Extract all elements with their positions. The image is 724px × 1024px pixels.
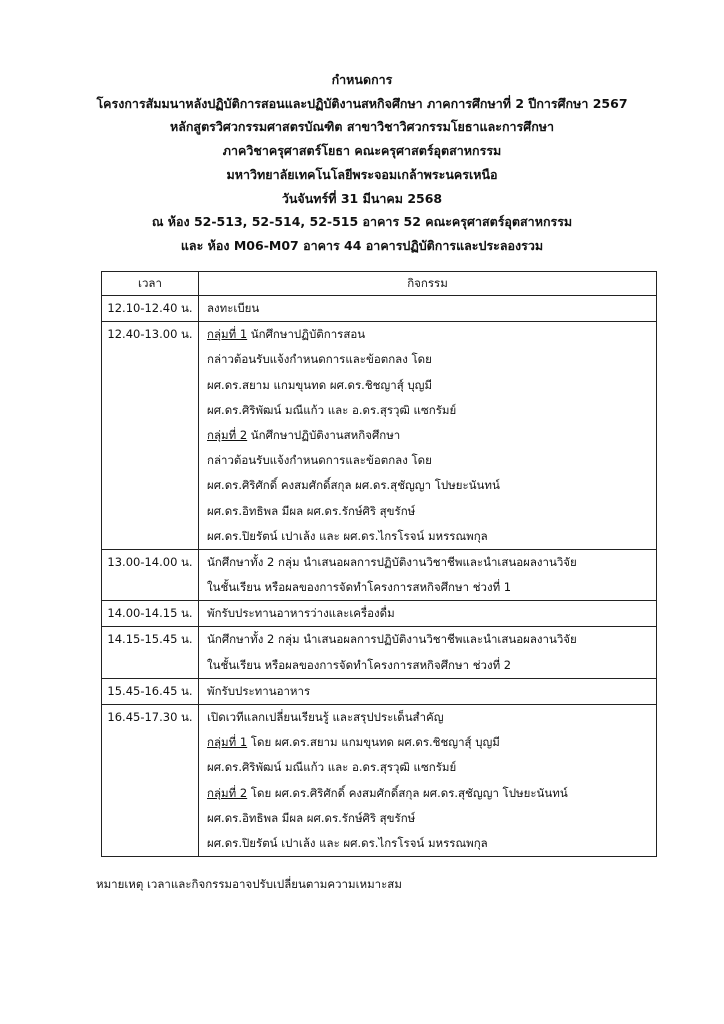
table-row	[102, 601, 657, 627]
group-description: โดย ผศ.ดร.ศิริศักดิ์ คงสมศักดิ์สกุล ผศ.ดร.สุชัญญา โปษยะนันทน์	[247, 785, 568, 800]
time-text: 14.00-14.15 น.	[107, 606, 193, 621]
time-cell	[102, 549, 199, 600]
time-text: 12.40-13.00 น.	[107, 327, 193, 342]
activity-line: พักรับประทานอาหาร	[207, 683, 311, 698]
activity-cell	[199, 627, 657, 678]
column-header-time: เวลา	[102, 272, 199, 296]
activity-line: นักศึกษาทั้ง 2 กลุ่ม นำเสนอผลการปฏิบัติงานวิชาชีพและนำเสนอผลงานวิจัย	[207, 632, 577, 647]
time-text: 14.15-15.45 น.	[107, 632, 193, 647]
activity-line: ผศ.ดร.ศิริศักดิ์ คงสมศักดิ์สกุล ผศ.ดร.สุชัญญา โปษยะนันทน์	[207, 478, 500, 493]
table-row	[102, 296, 657, 322]
group-label: กลุ่มที่ 2	[207, 427, 248, 442]
group-label: กลุ่มที่ 1	[207, 735, 248, 750]
document-header	[40, 68, 684, 258]
activity-line: ผศ.ดร.สยาม แกมขุนทด ผศ.ดร.ชิชญาสุ์ บุญมี	[207, 377, 433, 392]
group-label: กลุ่มที่ 2	[207, 785, 248, 800]
time-cell	[102, 705, 199, 857]
activity-cell	[199, 678, 657, 704]
table-row	[102, 678, 657, 704]
header-program: หลักสูตรวิศวกรรมศาสตรบัณฑิต สาขาวิชาวิศวกรรมโยธาและการศึกษา	[169, 119, 555, 135]
header-venue-1: ณ ห้อง 52-513, 52-514, 52-515 อาคาร 52 คณะครุศาสตร์อุตสาหกรรม	[151, 214, 573, 230]
group-heading	[207, 322, 656, 347]
activity-cell	[199, 705, 657, 857]
activity-cell	[199, 322, 657, 550]
header-project: โครงการสัมมนาหลังปฏิบัติการสอนและปฏิบัติงานสหกิจศึกษา ภาคการศึกษาที่ 2 ปีการศึกษา 2567	[96, 95, 628, 111]
footnote: หมายเหตุ เวลาและกิจกรรมอาจปรับเปลี่ยนตามความเหมาะสม	[96, 877, 402, 891]
header-title: กำหนดการ	[331, 72, 393, 87]
group-heading	[207, 423, 656, 448]
time-text: 16.45-17.30 น.	[107, 710, 193, 724]
activity-line: ผศ.ดร.อิทธิพล มีผล ผศ.ดร.รักษ์ศิริ สุขรักษ์	[207, 810, 416, 825]
activity-line: ผศ.ดร.ปิยรัตน์ เปาเล้ง และ ผศ.ดร.ไกรโรจน์ มหรรณพกุล	[207, 835, 488, 850]
header-venue-2: และ ห้อง M06-M07 อาคาร 44 อาคารปฏิบัติการและประลองรวม	[180, 237, 544, 253]
activity-line: ผศ.ดร.ปิยรัตน์ เปาเล้ง และ ผศ.ดร.ไกรโรจน์ มหรรณพกุล	[207, 528, 488, 543]
schedule-table	[101, 271, 657, 857]
group-description: นักศึกษาปฏิบัติการสอน	[247, 327, 366, 342]
activity-line: นักศึกษาทั้ง 2 กลุ่ม นำเสนอผลการปฏิบัติงานวิชาชีพและนำเสนอผลงานวิจัย	[207, 554, 577, 569]
header-department: ภาควิชาครุศาสตร์โยธา คณะครุศาสตร์อุตสาหกรรม	[222, 143, 502, 159]
activity-line: กล่าวต้อนรับแจ้งกำหนดการและข้อตกลง โดย	[207, 352, 432, 367]
activity-cell	[199, 296, 657, 322]
table-row	[102, 705, 657, 857]
activity-line: ในชั้นเรียน หรือผลของการจัดทำโครงการสหกิจศึกษา ช่วงที่ 2	[207, 657, 512, 672]
activity-line: ผศ.ดร.อิทธิพล มีผล ผศ.ดร.รักษ์ศิริ สุขรักษ์	[207, 503, 416, 518]
activity-line: เปิดเวทีแลกเปลี่ยนเรียนรู้ และสรุปประเด็นสำคัญ	[207, 710, 444, 724]
time-cell	[102, 627, 199, 678]
activity-line: ผศ.ดร.ศิริพัฒน์ มณีแก้ว และ อ.ดร.สุรวุฒิ แซกรัมย์	[207, 402, 457, 417]
time-cell	[102, 678, 199, 704]
time-cell	[102, 322, 199, 550]
time-text: 13.00-14.00 น.	[107, 554, 193, 569]
header-date: วันจันทร์ที่ 31 มีนาคม 2568	[281, 190, 443, 206]
activity-line: ผศ.ดร.ศิริพัฒน์ มณีแก้ว และ อ.ดร.สุรวุฒิ แซกรัมย์	[207, 760, 457, 775]
group-heading	[207, 730, 656, 755]
time-cell	[102, 296, 199, 322]
table-row	[102, 322, 657, 550]
header-university: มหาวิทยาลัยเทคโนโลยีพระจอมเกล้าพระนครเหนือ	[226, 166, 498, 182]
activity-line: ในชั้นเรียน หรือผลของการจัดทำโครงการสหกิจศึกษา ช่วงที่ 1	[207, 580, 512, 595]
table-header-row	[102, 272, 657, 296]
activity-cell	[199, 549, 657, 600]
time-cell	[102, 601, 199, 627]
group-description: นักศึกษาปฏิบัติงานสหกิจศึกษา	[247, 427, 401, 442]
table-row	[102, 549, 657, 600]
group-heading	[207, 781, 656, 806]
activity-line: ลงทะเบียน	[207, 301, 260, 315]
activity-line: พักรับประทานอาหารว่างและเครื่องดื่ม	[207, 606, 395, 621]
group-label: กลุ่มที่ 1	[207, 327, 248, 342]
time-text: 15.45-16.45 น.	[107, 683, 193, 698]
time-text: 12.10-12.40 น.	[107, 301, 193, 315]
column-header-activity: กิจกรรม	[199, 272, 657, 296]
activity-line: กล่าวต้อนรับแจ้งกำหนดการและข้อตกลง โดย	[207, 453, 432, 468]
group-description: โดย ผศ.ดร.สยาม แกมขุนทด ผศ.ดร.ชิชญาสุ์ บุญมี	[247, 735, 500, 750]
activity-cell	[199, 601, 657, 627]
table-row	[102, 627, 657, 678]
